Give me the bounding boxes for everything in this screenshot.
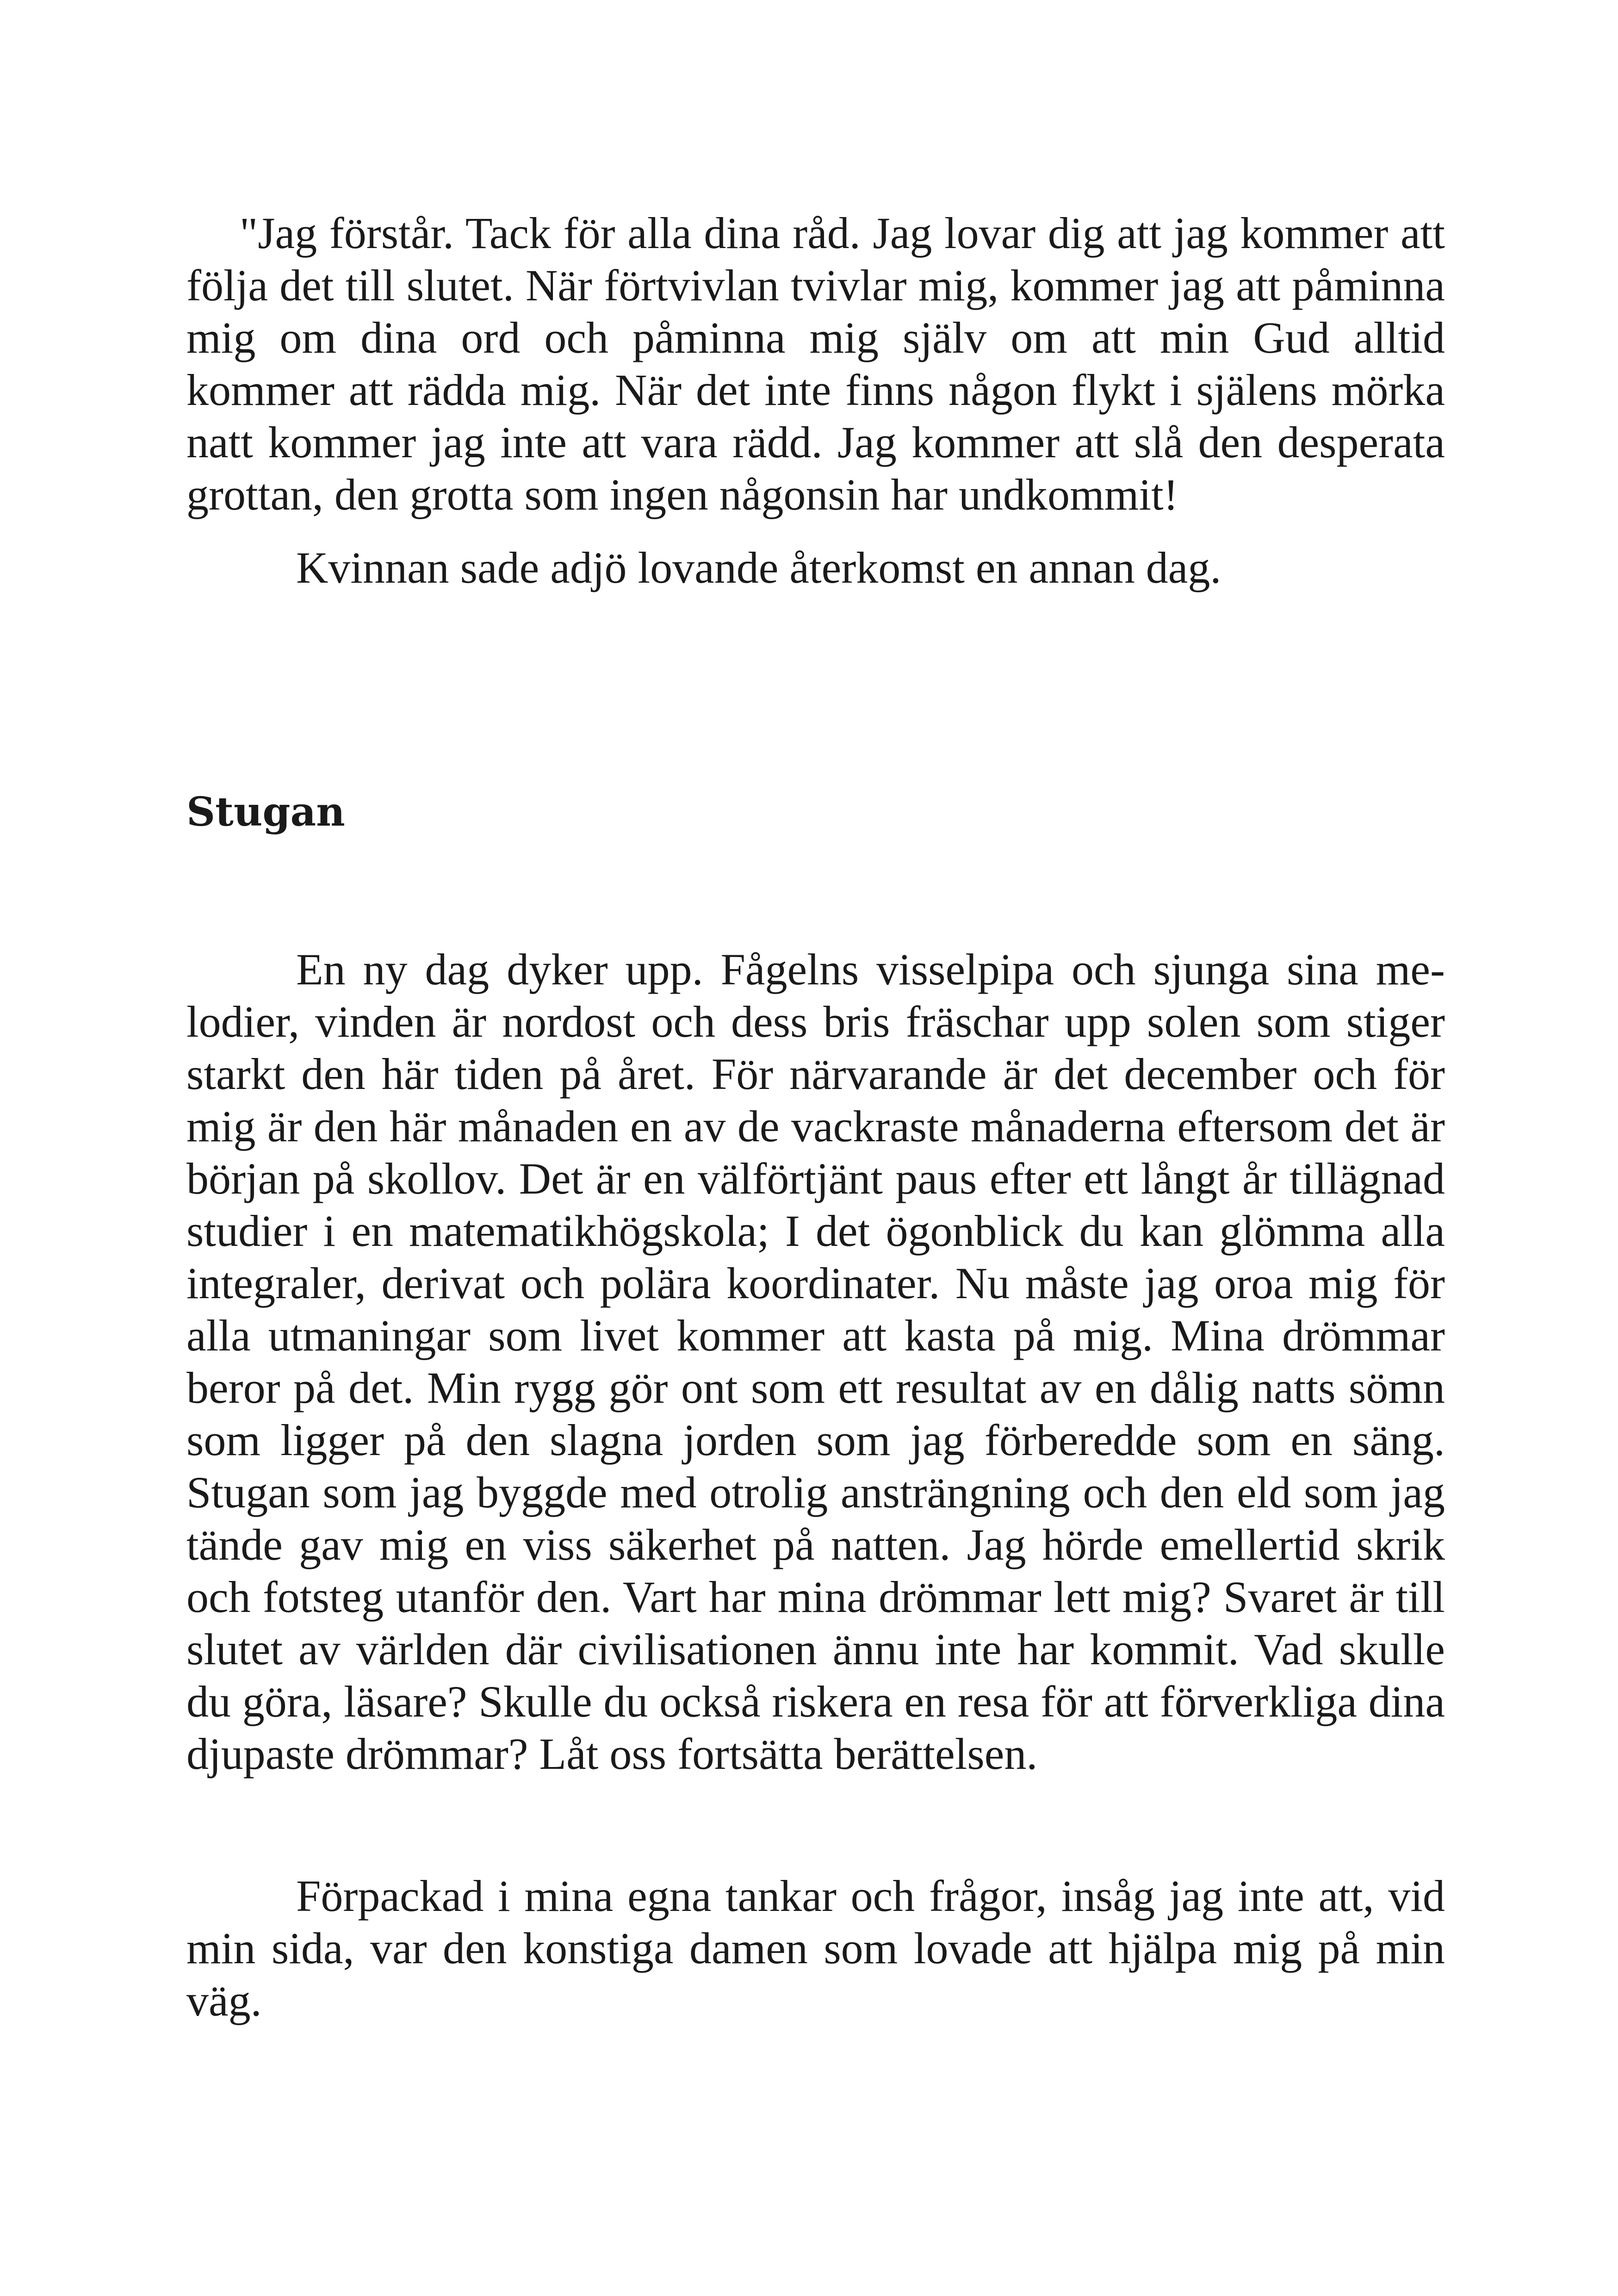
paragraph-text: En ny dag dyker upp. Fågelns visselpipa och sjunga sina melodier, vinden är nordost och dess bris fräschar upp solen som stiger starkt den här tiden på året. För närvarande är det december och för mig är den här månaden en av de vackraste månaderna eftersom det är början på skollov. Det är en välförtjänt paus efter ett långt år tillägnad studier i en matematikhögskola; I det ögonblick du kan glömma alla integraler, derivat och polära koordinater. Nu måste jag oroa mig för alla utmaningar som livet kommer att kasta på mig. Mina drömmar beror på det. Min rygg gör ont som ett resultat av en dålig natts sömn som ligger på den slagna jorden som jag förberedde som en säng. Stugan som jag byggde med otrolig ansträngning och den eld som jag tände gav mig en viss säkerhet på natten. Jag hörde emellertid skrik och fotsteg utanför den. Vart har mina drömmar lett mig? Svaret är till slutet av världen där civilisationen ännu inte har kommit. Vad skulle du göra, läsare? Skulle du också riskera en resa för att förverkliga dina djupaste drömmar? Låt oss fortsätta berättelsen.	[186, 945, 1445, 1779]
paragraph-text: "Jag förstår. Tack för alla dina råd. Jag lovar dig att jag kommer att följa det till slutet. När förtvivlan tvivlar mig, kommer jag att påminna mig om dina ord och påminna mig själv om att min Gud alltid kommer att rädda mig. När det inte finns någon flykt i själens mörka natt kommer jag inte att vara rädd. Jag kommer att slå den desperata grottan, den grotta som ingen någonsin har undkommit!	[186, 208, 1445, 519]
paragraph	[186, 943, 1445, 1780]
paragraph	[186, 541, 1445, 594]
paragraph-text: Förpackad i mina egna tankar och frågor, insåg jag inte att, vid min sida, var den konstiga damen som lovade att hjälpa mig på min väg.	[186, 1871, 1445, 2025]
paragraph	[186, 207, 1445, 521]
paragraph	[186, 1870, 1445, 2027]
paragraph-text: Kvinnan sade adjö lovande återkomst en annan dag.	[296, 543, 1221, 592]
chapter-heading: Stugan	[186, 789, 345, 835]
